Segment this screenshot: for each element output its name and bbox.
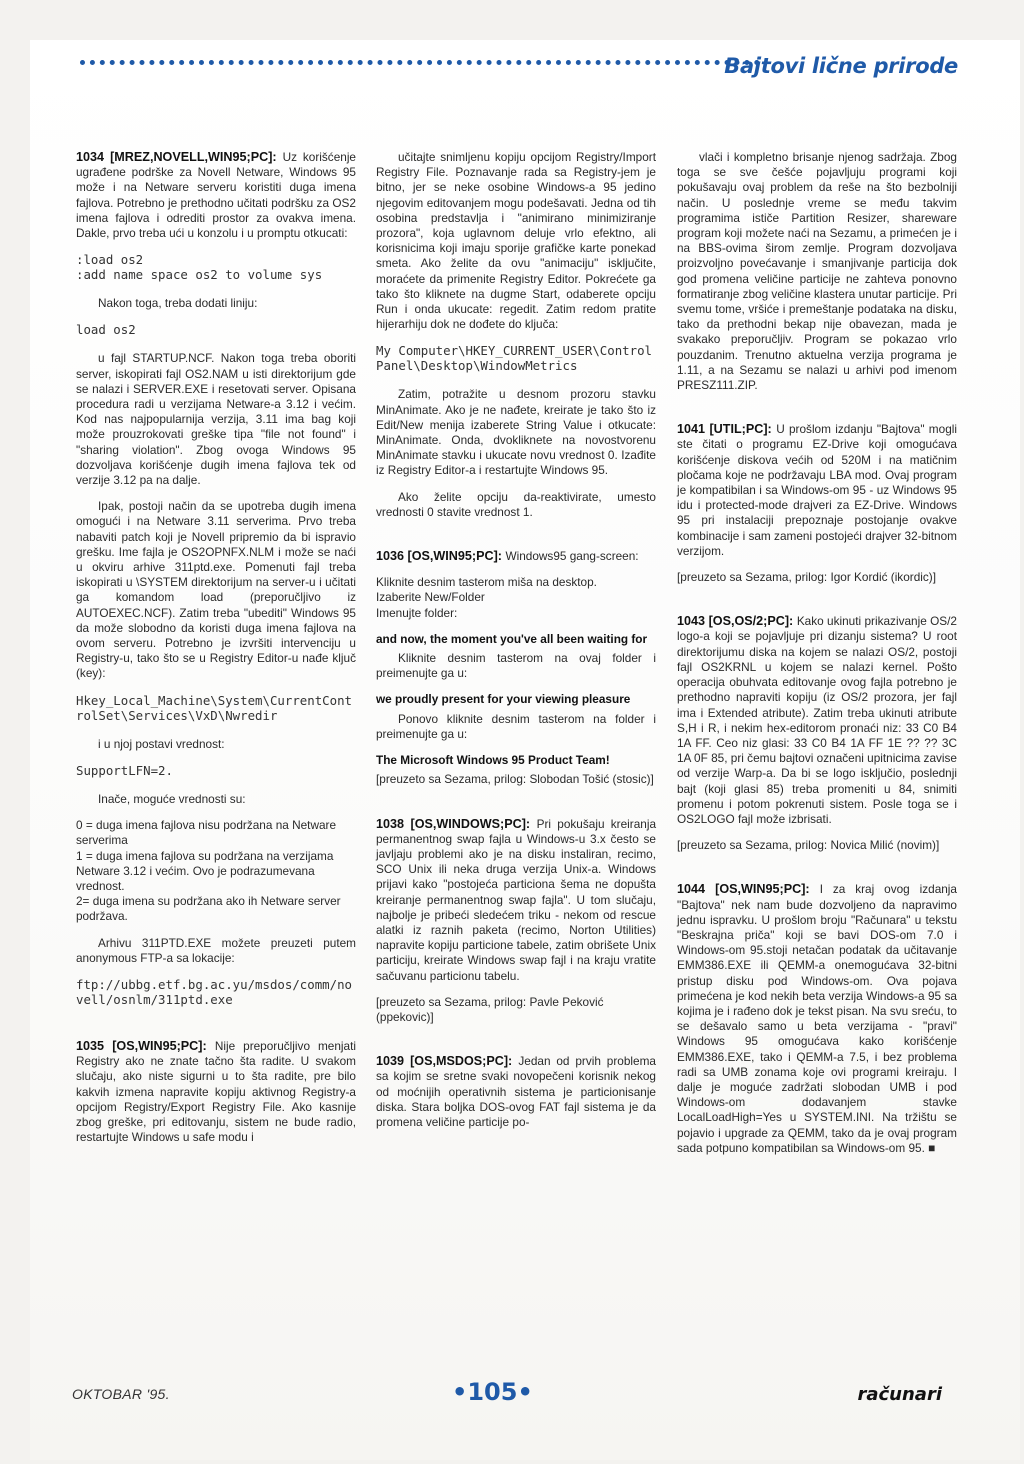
code-snippet: ftp://ubbg.etf.bg.ac.yu/msdos/comm/novell/osnlm/311ptd.exe bbox=[76, 976, 353, 1007]
section-spacer bbox=[376, 1036, 656, 1054]
code-snippet: Hkey_Local_Machine\System\CurrentControlSet\Services\VxD\Nwredir bbox=[76, 692, 353, 723]
folder-name: The Microsoft Windows 95 Product Team! bbox=[376, 753, 610, 768]
tip-heading: 1035 [OS,WIN95;PC]: bbox=[76, 1038, 215, 1053]
section-spacer bbox=[677, 404, 957, 422]
tip-entry: 1034 [MREZ,NOVELL,WIN95;PC]: Uz korišćenje ugrađene podrške za Novell Netware, Windows 95 može i na Netware serveru koristiti duga imena fajlova. Potrebno je prethodno učitati podršku za OS2 imena fajlova i odrediti prostor za ovakva imena. Dakle, prvo treba ući u konzolu i u promptu otkucati: bbox=[76, 150, 356, 241]
tip-heading: 1044 [OS,WIN95;PC]: bbox=[677, 882, 820, 897]
body-paragraph: Ako želite opciju da-reaktivirate, umesto vrednosti 0 stavite vrednost 1. bbox=[376, 489, 656, 519]
body-paragraph: i u njoj postavi vrednost: bbox=[98, 736, 225, 751]
tip-heading: 1036 [OS,WIN95;PC]: bbox=[376, 549, 506, 564]
tip-entry: 1035 [OS,WIN95;PC]: Nije preporučljivo menjati Registry ako ne znate tačno šta radite. U svakom slučaju, ako niste sigurni u to šta radite, pre bilo kakvih izmena napravite kopiju aktivnog Registry-a opcijom Registry/Export Registry File. Ako kasnije zbog greške, pri editovanju, sistem ne bude radio, restartujte Windows u safe modu i bbox=[76, 1038, 356, 1145]
source-credit: [preuzeto sa Sezama, prilog: Slobodan Tošić (stosic)] bbox=[376, 772, 654, 787]
tip-entry: 1044 [OS,WIN95;PC]: I za kraj ovog izdanja "Bajtova" nek nam bude dozvoljeno da napravimo jednu ispravku. U prošlom broju "Računara" u tekstu "Beskrajna priča" koji se bavi DOS-om 7.0 i Windows-om 95.stoji netačan podatak da učitavanje EMM386.EXE ili QEMM-a onemogućava 32-bitni pristup disku pod Windows-om. Ova pojava primećena je kod nekih beta verzija Windows-a 95 sa kojima je i rađeno dok je tekst pisan. Na svu sreću, to se dešavalo samo u beta verzijama - "pravi" Windows 95 omogućava kako korišćenje EMM386.EXE, tako i QEMM-a 7.5, i bez problema radi sa UMB zonama koje ovi programi kreiraju. I dalje je moguće zadržati slobodan UMB i pod Windows-om dodavanjem stavke LocalLoadHigh=Yes u SYSTEM.INI. Na tržištu se pojavio i upgrade za QEMM, tako da je ovaj program sada potpuno kompatibilan sa Windows-om 95. ■ bbox=[677, 882, 957, 1155]
section-spacer bbox=[677, 864, 957, 882]
section-spacer bbox=[76, 1021, 356, 1039]
tip-heading: 1043 [OS,OS/2;PC]: bbox=[677, 614, 797, 629]
body-paragraph: 0 = duga imena fajlova nisu podržana na Netware serverima 1 = duga imena fajlova su podržana na verzijama Netware 3.12 i većim. Ovo je podrazumevana vrednost. 2= duga imena su podržana ako ih Netware server podržava. bbox=[76, 818, 341, 924]
tip-heading: 1041 [UTIL;PC]: bbox=[677, 422, 777, 437]
tip-entry: 1043 [OS,OS/2;PC]: Kako ukinuti prikazivanje OS/2 logo-a koji se pojavljuje pri dizanju sistema? U root direktorijumu diska na kojem se nalazi OS/2, postoji fajl OS2KRNL u kojem se nalazi kernel. Pošto operacija obuhvata editovanje ovog fajla potrebno je prethodno napraviti kopiju (iz OS/2 prozora, jer fajl ima i Extended atribute). Zatim treba ukinuti atribute S,H i R, i nekim hex-editorom pronaći niz: 33 C0 B4 1A FF. Ceo niz glasi: 33 C0 B4 1A FF 1E ?? ?? 3C 1A 0F 85, pri čemu bajtovi označeni upitnicima zavise od verzije Warp-a. Da bi se logo isključio, poslednji bajt (koji glasi 85) treba promeniti u 84, snimiti promenu i potom pokrenuti sistem. Posle toga se i OS2LOGO fajl može izbrisati. bbox=[677, 614, 957, 826]
body-paragraph: u fajl STARTUP.NCF. Nakon toga treba oboriti server, iskopirati fajl OS2.NAM u isti direktorijum gde se nalazi i SERVER.EXE i resetovati server. Opisana procedura radi u verzijama Netware-a 3.12 i većim. Kod nas najpopularnija verzija, 3.11 ima bag koji može prouzrokovati greške tipa "file not found" i "sharing violation". Zbog ovoga Windows 95 dozvoljava korišćenje dugih imena fajlova tek od verzije 3.12 pa na dalje. bbox=[76, 351, 356, 488]
section-title: Bajtovi lične prirode bbox=[724, 54, 958, 78]
tip-heading: 1038 [OS,WINDOWS;PC]: bbox=[376, 816, 537, 831]
body-paragraph: Ipak, postoji način da se upotreba dugih imena omogući i na Netware 3.11 serverima. Prvo treba nabaviti patch koji je Novell pripremio da bi ispravio grešku. Ime fajla je OS2OPNFX.NLM i može se naći u okviru arhive 311ptd.exe. Pomenuti fajl treba iskopirati u \SYSTEM direktorijum na server-u i učitati ga komandom load (preporučljivo iz AUTOEXEC.NCF). Zatim treba "ubediti" Windows 95 da može slobodno da koristi duga imena fajlova na ovom serveru. Potrebno je izvršiti intervenciju u Registry-u, tako što se u Registry Editor-u nađe ključ (key): bbox=[76, 499, 356, 681]
page-number: •105• bbox=[452, 1378, 533, 1406]
tip-heading: 1034 [MREZ,NOVELL,WIN95;PC]: bbox=[76, 150, 283, 164]
body-paragraph: Inače, moguće vrednosti su: bbox=[98, 791, 246, 806]
article-column-3 bbox=[677, 150, 957, 1167]
tip-heading: 1039 [OS,MSDOS;PC]: bbox=[376, 1054, 519, 1069]
folder-name: we proudly present for your viewing pleasure bbox=[376, 692, 631, 707]
body-paragraph: Zatim, potražite u desnom prozoru stavku MinAnimate. Ako je ne nađete, kreirate je tako što iz Edit/New menija izaberete String Value i otkucate: MinAnimate. Onda, dvokliknete na novostvorenu MinAnimate stavku i ukucate novu vrednost 0. Izađite iz Registry Editor-a i restartujte Windows 95. bbox=[376, 387, 656, 478]
body-paragraph: Ponovo kliknite desnim tasterom na folder i preimenujte ga u: bbox=[376, 711, 656, 741]
source-credit: [preuzeto sa Sezama, prilog: Novica Milić (novim)] bbox=[677, 838, 940, 853]
folder-name: and now, the moment you've all been waiting for bbox=[376, 631, 648, 646]
article-column-2 bbox=[376, 150, 660, 1141]
code-snippet: load os2 bbox=[76, 322, 136, 338]
tip-entry: 1041 [UTIL;PC]: U prošlom izdanju "Bajtova" mogli ste čitati o programu EZ-Drive koji omogućava korišćenje diskova većih od 520M i na matičnim pločama koje ne podržavaju LBA mod. Ovaj program je kompatibilan i sa Windows-om 95 - uz Windows 95 idu i protected-mode drajveri za EZ-Drive. Windows 95 pri instalaciji prepoznaje postojanje ovakve kombinacije i sam zameni postojeći drajver 32-bitnom verzijom. bbox=[677, 422, 957, 558]
tip-entry: 1039 [OS,MSDOS;PC]: Jedan od prvih problema sa kojim se sretne svaki novopečeni korisnik nekog od moćnijih operativnih sistema je particionisanje diska. Stara boljka DOS-ovog FAT fajl sistema je da promena veličine particije po- bbox=[376, 1054, 656, 1129]
body-paragraph: Kliknite desnim tasterom miša na desktop. Izaberite New/Folder Imenujte folder: bbox=[376, 575, 597, 620]
article-column-1 bbox=[76, 150, 356, 1156]
code-snippet: :load os2 :add name space os2 to volume sys bbox=[76, 252, 323, 283]
code-snippet: SupportLFN=2. bbox=[76, 762, 173, 778]
magazine-name: računari bbox=[857, 1384, 942, 1405]
section-spacer bbox=[376, 531, 656, 549]
body-paragraph: Arhivu 311PTD.EXE možete preuzeti putem anonymous FTP-a sa lokacije: bbox=[76, 935, 356, 965]
body-paragraph: Kliknite desnim tasterom na ovaj folder i preimenujte ga u: bbox=[376, 651, 656, 681]
tip-entry: 1036 [OS,WIN95;PC]: Windows95 gang-screen: bbox=[376, 549, 639, 564]
body-paragraph: učitajte snimljenu kopiju opcijom Registry/Import Registry File. Poznavanje rada sa Registry-jem je bitno, jer se neke osobine Windows-a 95 jedino njegovim editovanjem mogu podešavati. Jedna od tih osobina predstavlja i "animirano minimiziranje prozora", koja uglavnom deluje vrlo efektno, ali korisnicima koji imaju sporije grafičke karte ponekad smeta. Ako želite da ovu "animaciju" isključite, moraćete da primenite Registry Editor. Pokrećete ga tako što kliknete na dugme Start, odaberete opciju Run i onda ukucate: regedit. Zatim redom pratite hijerarhiju dok ne dođete do ključa: bbox=[376, 150, 656, 332]
body-paragraph: Nakon toga, treba dodati liniju: bbox=[98, 296, 258, 311]
tip-entry: 1038 [OS,WINDOWS;PC]: Pri pokušaju kreiranja permanentnog swap fajla u Windows-u 3.x često se javljaju problemi ako je na disku instaliran, recimo, SCO Unix ili neka druga verzija Unix-a. Windows prijavi kako "postojeća particiona šema ne dopušta kreiranje permanentnog swap fajla". U tom slučaju, najbolje je pribeći sledećem triku - nekom od rescue alatki iz raznih paketa (recimo, Norton Utilities) napravite kopiju particione tabele, zatim obrišete Unix particiju, kreirate Windows swap fajl i na kraju vratite sačuvanu particionu tabelu. bbox=[376, 816, 657, 983]
source-credit: [preuzeto sa Sezama, prilog: Pavle Peković (ppekovic)] bbox=[376, 994, 604, 1024]
section-spacer bbox=[376, 799, 656, 817]
body-paragraph: vlači i kompletno brisanje njenog sadržaja. Zbog toga se sve češće pojavljuju programi koji pokušavaju ovaj problem da reše na što bezbolniji način. U poslednje vreme se među takvim programima ističe Partition Resizer, shareware program koji možete naći na Sezamu, a primećen je i na BBS-ovima širom zemlje. Program dozvoljava proizvoljno povećavanje i smanjivanje particija dok god promena veličine particije ne zahteva ponovno formatiranje zbog veličine klastera unutar particije. Pri svemu tome, vršiće i premeštanje podataka na disku, tako da prethodni bekap nije obavezan, mada je svakako preporučljiv. Program se pokazao vrlo pouzdanim. Trenutno aktuelna verzija programa je 1.11, a na Sezamu se nalazi u arhivi pod imenom PRESZ111.ZIP. bbox=[677, 150, 957, 393]
code-snippet: My Computer\HKEY_CURRENT_USER\Control Panel\Desktop\WindowMetrics bbox=[376, 343, 660, 374]
section-spacer bbox=[677, 596, 957, 614]
issue-date: OKTOBAR '95. bbox=[72, 1386, 170, 1402]
header-dotted-rule bbox=[80, 60, 760, 69]
source-credit: [preuzeto sa Sezama, prilog: Igor Kordić (ikordic)] bbox=[677, 570, 936, 585]
